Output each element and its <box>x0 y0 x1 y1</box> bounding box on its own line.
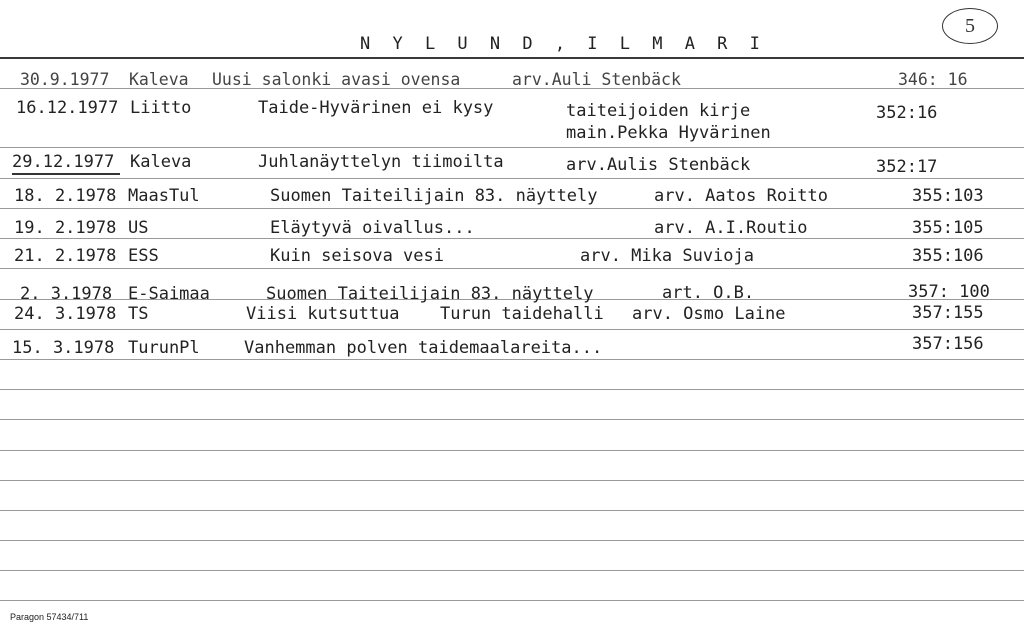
entry-title: Juhlanäyttelyn tiimoilta <box>258 152 504 172</box>
ruled-line <box>0 208 1024 209</box>
ruled-line <box>0 450 1024 451</box>
entry-ref: 357:155 <box>912 303 984 323</box>
entry-ref: 357:156 <box>912 334 984 354</box>
entry-ref: 357: 100 <box>908 282 990 302</box>
ruled-line <box>0 238 1024 239</box>
entry-note: arv. Mika Suvioja <box>580 246 754 266</box>
ruled-line <box>0 329 1024 330</box>
ruled-line <box>0 147 1024 148</box>
ruled-line <box>0 480 1024 481</box>
entry-note: art. O.B. <box>662 283 755 303</box>
entry-ref: 346: 16 <box>898 70 968 89</box>
entry-title: Kuin seisova vesi <box>270 246 444 266</box>
entry-note: arv. Aatos Roitto <box>654 186 828 206</box>
entry-title: Viisi kutsuttua <box>246 304 400 324</box>
ruled-line <box>0 178 1024 179</box>
entry-note: arv. Osmo Laine <box>632 304 786 324</box>
ruled-line <box>0 359 1024 360</box>
entry-date: 19. 2.1978 <box>14 218 117 238</box>
ruled-line <box>0 419 1024 420</box>
entry-date: 24. 3.1978 <box>14 304 117 324</box>
entry-note: arv. A.I.Routio <box>654 218 808 238</box>
entry-date: 2. 3.1978 <box>20 284 113 304</box>
entry-paper: TS <box>128 304 149 324</box>
entry-title: Suomen Taiteilijain 83. näyttely <box>270 186 598 206</box>
entry-title: Eläytyvä oivallus... <box>270 218 475 238</box>
date-underline <box>12 173 120 175</box>
entry-note: arv.Aulis Stenbäck <box>566 155 751 175</box>
entry-date: 16.12.1977 <box>16 98 119 118</box>
entry-paper: Liitto <box>130 98 192 118</box>
header-rule <box>0 57 1024 59</box>
entry-paper: Kaleva <box>130 152 192 172</box>
entry-paper: ESS <box>128 246 159 266</box>
entry-ref: 352:17 <box>876 157 938 177</box>
entry-paper: E-Saimaa <box>128 284 210 304</box>
entry-date: 18. 2.1978 <box>14 186 117 206</box>
entry-title: Uusi salonki avasi ovensa <box>212 70 461 89</box>
entry-date: 29.12.1977 <box>12 152 115 172</box>
ruled-line <box>0 570 1024 571</box>
ruled-line <box>0 600 1024 601</box>
card-number: 5 <box>965 14 975 37</box>
ruled-line <box>0 540 1024 541</box>
entry-ref: 355:106 <box>912 246 984 266</box>
ruled-line <box>0 268 1024 269</box>
entry-paper: MaasTul <box>128 186 200 206</box>
entry-paper: US <box>128 218 149 238</box>
entry-title: Taide-Hyvärinen ei kysy <box>258 98 494 118</box>
entry-ref: 355:103 <box>912 186 984 206</box>
entry-title: Vanhemman polven taidemaalareita... <box>244 338 603 358</box>
entry-ref: 355:105 <box>912 218 984 238</box>
card-number-circle <box>942 8 998 44</box>
entry-date: 21. 2.1978 <box>14 246 117 266</box>
entry-venue: Turun taidehalli <box>440 304 604 324</box>
entry-ref: 352:16 <box>876 103 938 123</box>
printer-imprint: Paragon 57434/711 <box>10 612 89 622</box>
entry-note-continued: main.Pekka Hyvärinen <box>566 123 771 143</box>
entry-date: 30.9.1977 <box>20 70 110 89</box>
entry-title: Suomen Taiteilijain 83. näyttely <box>266 284 594 304</box>
entry-paper: TurunPl <box>128 338 200 358</box>
ruled-line <box>0 389 1024 390</box>
ruled-line <box>0 510 1024 511</box>
entry-note: arv.Auli Stenbäck <box>512 70 681 89</box>
entry-date: 15. 3.1978 <box>12 338 115 358</box>
entry-note: taiteijoiden kirje <box>566 101 751 121</box>
entry-paper: Kaleva <box>129 70 189 89</box>
card-heading: N Y L U N D , I L M A R I <box>360 34 766 54</box>
